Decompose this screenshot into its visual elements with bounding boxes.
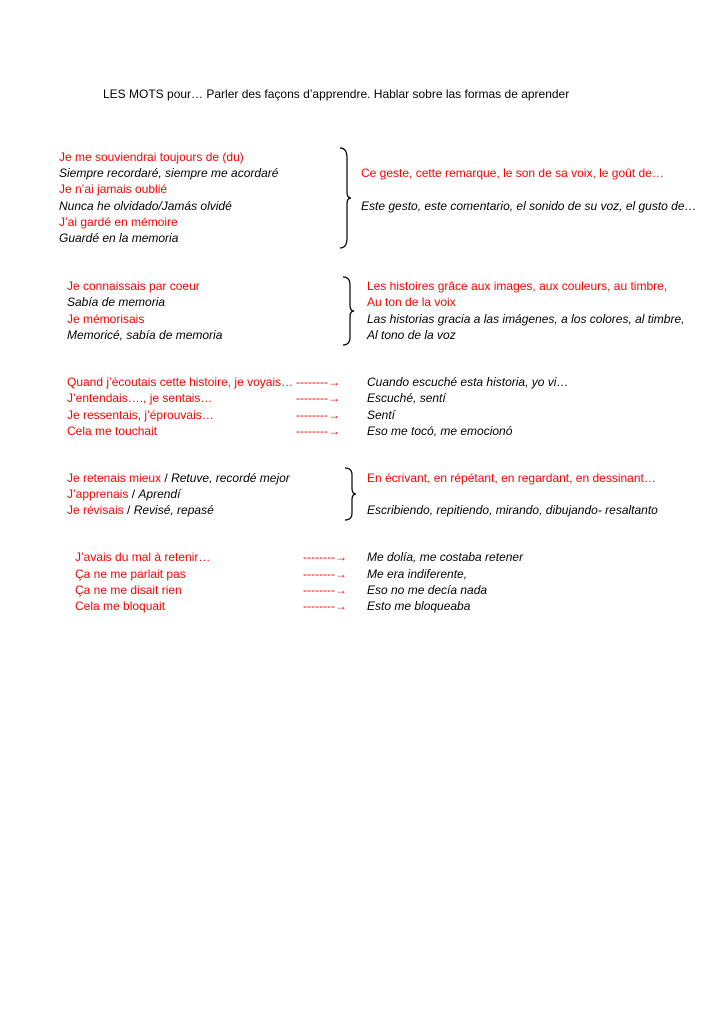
s4-separator-1: / bbox=[161, 471, 172, 485]
s2-complement-es-2: Al tono de la voz bbox=[367, 328, 456, 342]
s3-phrase-fr-1: Quand j’écoutais cette histoire, je voyais… bbox=[67, 375, 294, 389]
s1-phrase-es-3: Guardé en la memoria bbox=[59, 231, 179, 245]
s5-phrase-fr-4: Cela me bloquait bbox=[75, 599, 166, 613]
s4-complement-es: Escribiendo, repitiendo, mirando, dibujando- resaltanto bbox=[367, 503, 658, 517]
s4-separator-3: / bbox=[123, 503, 134, 517]
s4-line-3 bbox=[67, 503, 214, 517]
s4-phrase-es-3: Revisé, repasé bbox=[133, 503, 214, 517]
s5-translation-es-3: Eso no me decía nada bbox=[367, 583, 488, 597]
s2-phrase-es-2: Memoricé, sabía de memoria bbox=[67, 328, 223, 342]
s5-arrow-icon-4: --------→ bbox=[303, 599, 347, 613]
s5-phrase-fr-2: Ça ne me parlait pas bbox=[75, 567, 186, 581]
s4-separator-2: / bbox=[128, 487, 139, 501]
s1-phrase-es-2: Nunca he olvidado/Jamás olvidé bbox=[59, 199, 232, 213]
s4-phrase-es-1: Retuve, recordé mejor bbox=[171, 471, 290, 485]
s2-complement-fr-2: Au ton de la voix bbox=[367, 295, 456, 309]
s3-phrase-fr-3: Je ressentais, j’éprouvais… bbox=[67, 408, 214, 422]
s4-line-1 bbox=[67, 471, 290, 485]
s3-translation-es-1: Cuando escuché esta historia, yo vi… bbox=[367, 375, 569, 389]
s4-phrase-fr-2: J’apprenais bbox=[67, 487, 129, 501]
s2-complement-es-1: Las historias gracia a las imágenes, a los colores, al timbre, bbox=[367, 312, 685, 326]
s1-phrase-fr-1: Je me souviendrai toujours de (du) bbox=[59, 150, 244, 164]
s4-phrase-fr-1: Je retenais mieux bbox=[67, 471, 162, 485]
s3-translation-es-2: Escuché, sentí bbox=[367, 391, 446, 405]
s5-phrase-fr-1: J’avais du mal à retenir… bbox=[75, 550, 211, 564]
s3-arrow-icon-3: --------→ bbox=[296, 408, 340, 422]
s1-complement-es: Este gesto, este comentario, el sonido de su voz, el gusto de… bbox=[361, 199, 697, 213]
s2-phrase-es-1: Sabía de memoria bbox=[67, 295, 166, 309]
s4-brace-icon bbox=[342, 466, 358, 522]
s1-phrase-es-1: Siempre recordaré, siempre me acordaré bbox=[59, 166, 279, 180]
s3-phrase-fr-2: J’entendais…., je sentais… bbox=[67, 391, 213, 405]
s3-arrow-icon-4: --------→ bbox=[296, 424, 340, 438]
s3-arrow-icon-2: --------→ bbox=[296, 391, 340, 405]
s5-arrow-icon-1: --------→ bbox=[303, 550, 347, 564]
s4-phrase-fr-3: Je révisais bbox=[67, 503, 124, 517]
s5-arrow-icon-2: --------→ bbox=[303, 567, 347, 581]
s1-complement-fr: Ce geste, cette remarque, le son de sa voix, le goût de… bbox=[361, 166, 664, 180]
s1-brace-icon bbox=[336, 146, 352, 250]
s3-phrase-fr-4: Cela me touchait bbox=[67, 424, 158, 438]
s2-brace-icon bbox=[340, 275, 356, 347]
s3-translation-es-4: Eso me tocó, me emocionó bbox=[367, 424, 513, 438]
page-title: LES MOTS pour… Parler des façons d’apprendre. Hablar sobre las formas de aprender bbox=[103, 87, 570, 101]
s2-phrase-fr-1: Je connaissais par coeur bbox=[67, 279, 200, 293]
s4-complement-fr: En écrivant, en répétant, en regardant, en dessinant… bbox=[367, 471, 656, 485]
s5-phrase-fr-3: Ça ne me disait rien bbox=[75, 583, 182, 597]
s5-translation-es-1: Me dolía, me costaba retener bbox=[367, 550, 524, 564]
s5-arrow-icon-3: --------→ bbox=[303, 583, 347, 597]
s3-arrow-icon-1: --------→ bbox=[296, 375, 340, 389]
s1-phrase-fr-3: J’ai gardé en mémoire bbox=[59, 215, 178, 229]
s5-translation-es-2: Me era indiferente, bbox=[367, 567, 468, 581]
s2-complement-fr-1: Les histoires grâce aux images, aux couleurs, au timbre, bbox=[367, 279, 668, 293]
s5-translation-es-4: Esto me bloqueaba bbox=[367, 599, 471, 613]
s4-line-2 bbox=[67, 487, 180, 501]
s4-phrase-es-2: Aprendí bbox=[138, 487, 181, 501]
s2-phrase-fr-2: Je mémorisais bbox=[67, 312, 145, 326]
s1-phrase-fr-2: Je n’ai jamais oublié bbox=[59, 182, 168, 196]
s3-translation-es-3: Sentí bbox=[367, 408, 396, 422]
